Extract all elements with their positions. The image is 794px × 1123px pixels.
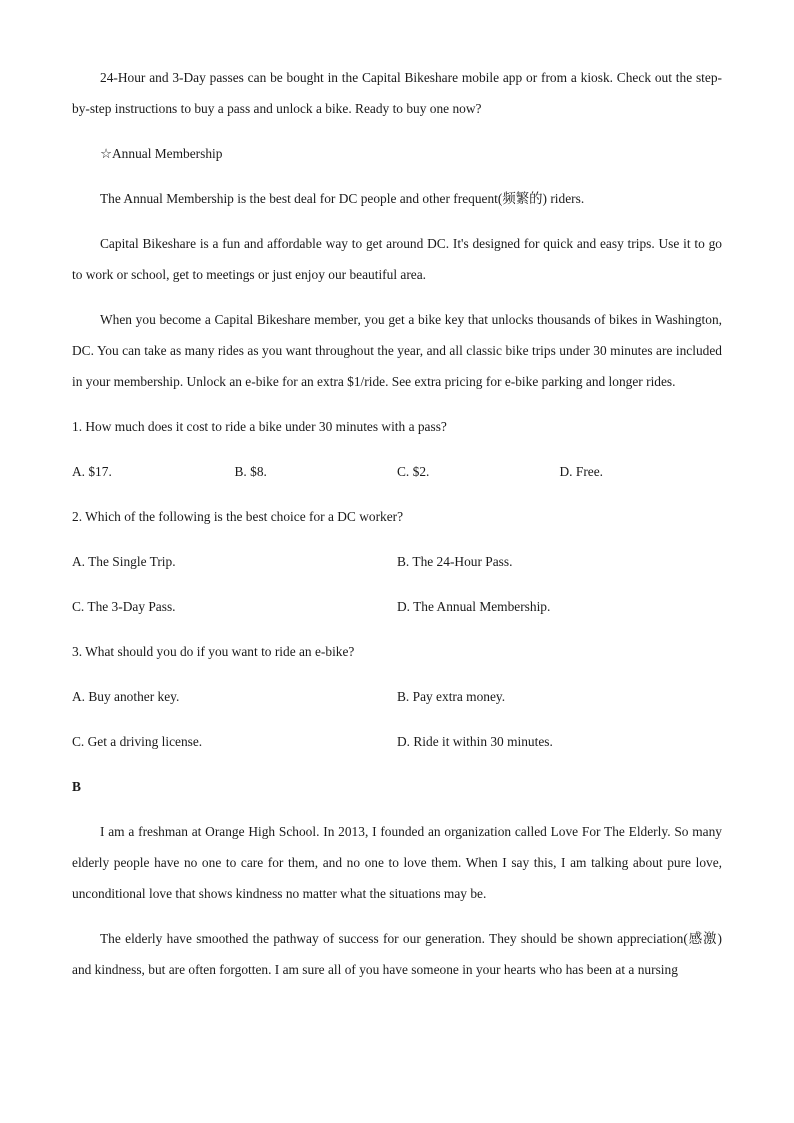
question-2-options-row-1 xyxy=(72,546,722,577)
option-c: C. $2. xyxy=(397,464,430,479)
option-c: C. The 3-Day Pass. xyxy=(72,599,176,614)
paragraph-bikeshare-intro: Capital Bikeshare is a fun and affordable way to get around DC. It's designed for quick and easy trips. Use it to go to work or school, get to meetings or just enjoy our beautiful area. xyxy=(72,236,722,282)
option-c: C. Get a driving license. xyxy=(72,734,203,749)
paragraph-passes: 24-Hour and 3-Day passes can be bought in the Capital Bikeshare mobile app or from a kiosk. Check out the step-by-step instructions to buy a pass and unlock a bike. Ready to buy one now? xyxy=(72,70,722,116)
option-d: D. Ride it within 30 minutes. xyxy=(397,734,553,749)
paragraph-membership-details: When you become a Capital Bikeshare member, you get a bike key that unlocks thousands of bikes in Washington, DC. You can take as many rides as you want throughout the year, and all classic bike trips under 30 minutes are included in your membership. Unlock an e-bike for an extra $1/ride. See extra pricing for e-bike parking and longer rides. xyxy=(72,312,722,389)
option-a: A. $17. xyxy=(72,464,112,479)
question-3-options-row-1 xyxy=(72,681,722,712)
document-page xyxy=(72,62,722,999)
question-3: 3. What should you do if you want to ride an e-bike? xyxy=(72,644,355,659)
option-b: B. The 24-Hour Pass. xyxy=(397,554,513,569)
option-b: B. $8. xyxy=(234,464,267,479)
option-d: D. Free. xyxy=(559,464,604,479)
paragraph-annual-deal: The Annual Membership is the best deal for DC people and other frequent(频繁的) riders. xyxy=(100,191,585,206)
option-a: A. The Single Trip. xyxy=(72,554,176,569)
question-1: 1. How much does it cost to ride a bike under 30 minutes with a pass? xyxy=(72,419,447,434)
question-2: 2. Which of the following is the best choice for a DC worker? xyxy=(72,509,404,524)
question-1-options xyxy=(72,456,722,487)
option-b: B. Pay extra money. xyxy=(397,689,506,704)
option-a: A. Buy another key. xyxy=(72,689,180,704)
question-2-options-row-2 xyxy=(72,591,722,622)
paragraph-freshman: I am a freshman at Orange High School. In 2013, I founded an organization called Love For The Elderly. So many elderly people have no one to care for them, and no one to love them. When I say this, I am talking about pure love, unconditional love that shows kindness no matter what the situations may be. xyxy=(72,824,722,901)
option-d: D. The Annual Membership. xyxy=(397,599,551,614)
question-3-options-row-2 xyxy=(72,726,722,757)
paragraph-elderly: The elderly have smoothed the pathway of success for our generation. They should be shown appreciation(感激) and kindness, but are often forgotten. I am sure all of you have someone in your hearts who has been at a nursing xyxy=(72,931,722,977)
heading-annual-membership: ☆Annual Membership xyxy=(100,146,223,161)
section-b-label: B xyxy=(72,779,81,794)
